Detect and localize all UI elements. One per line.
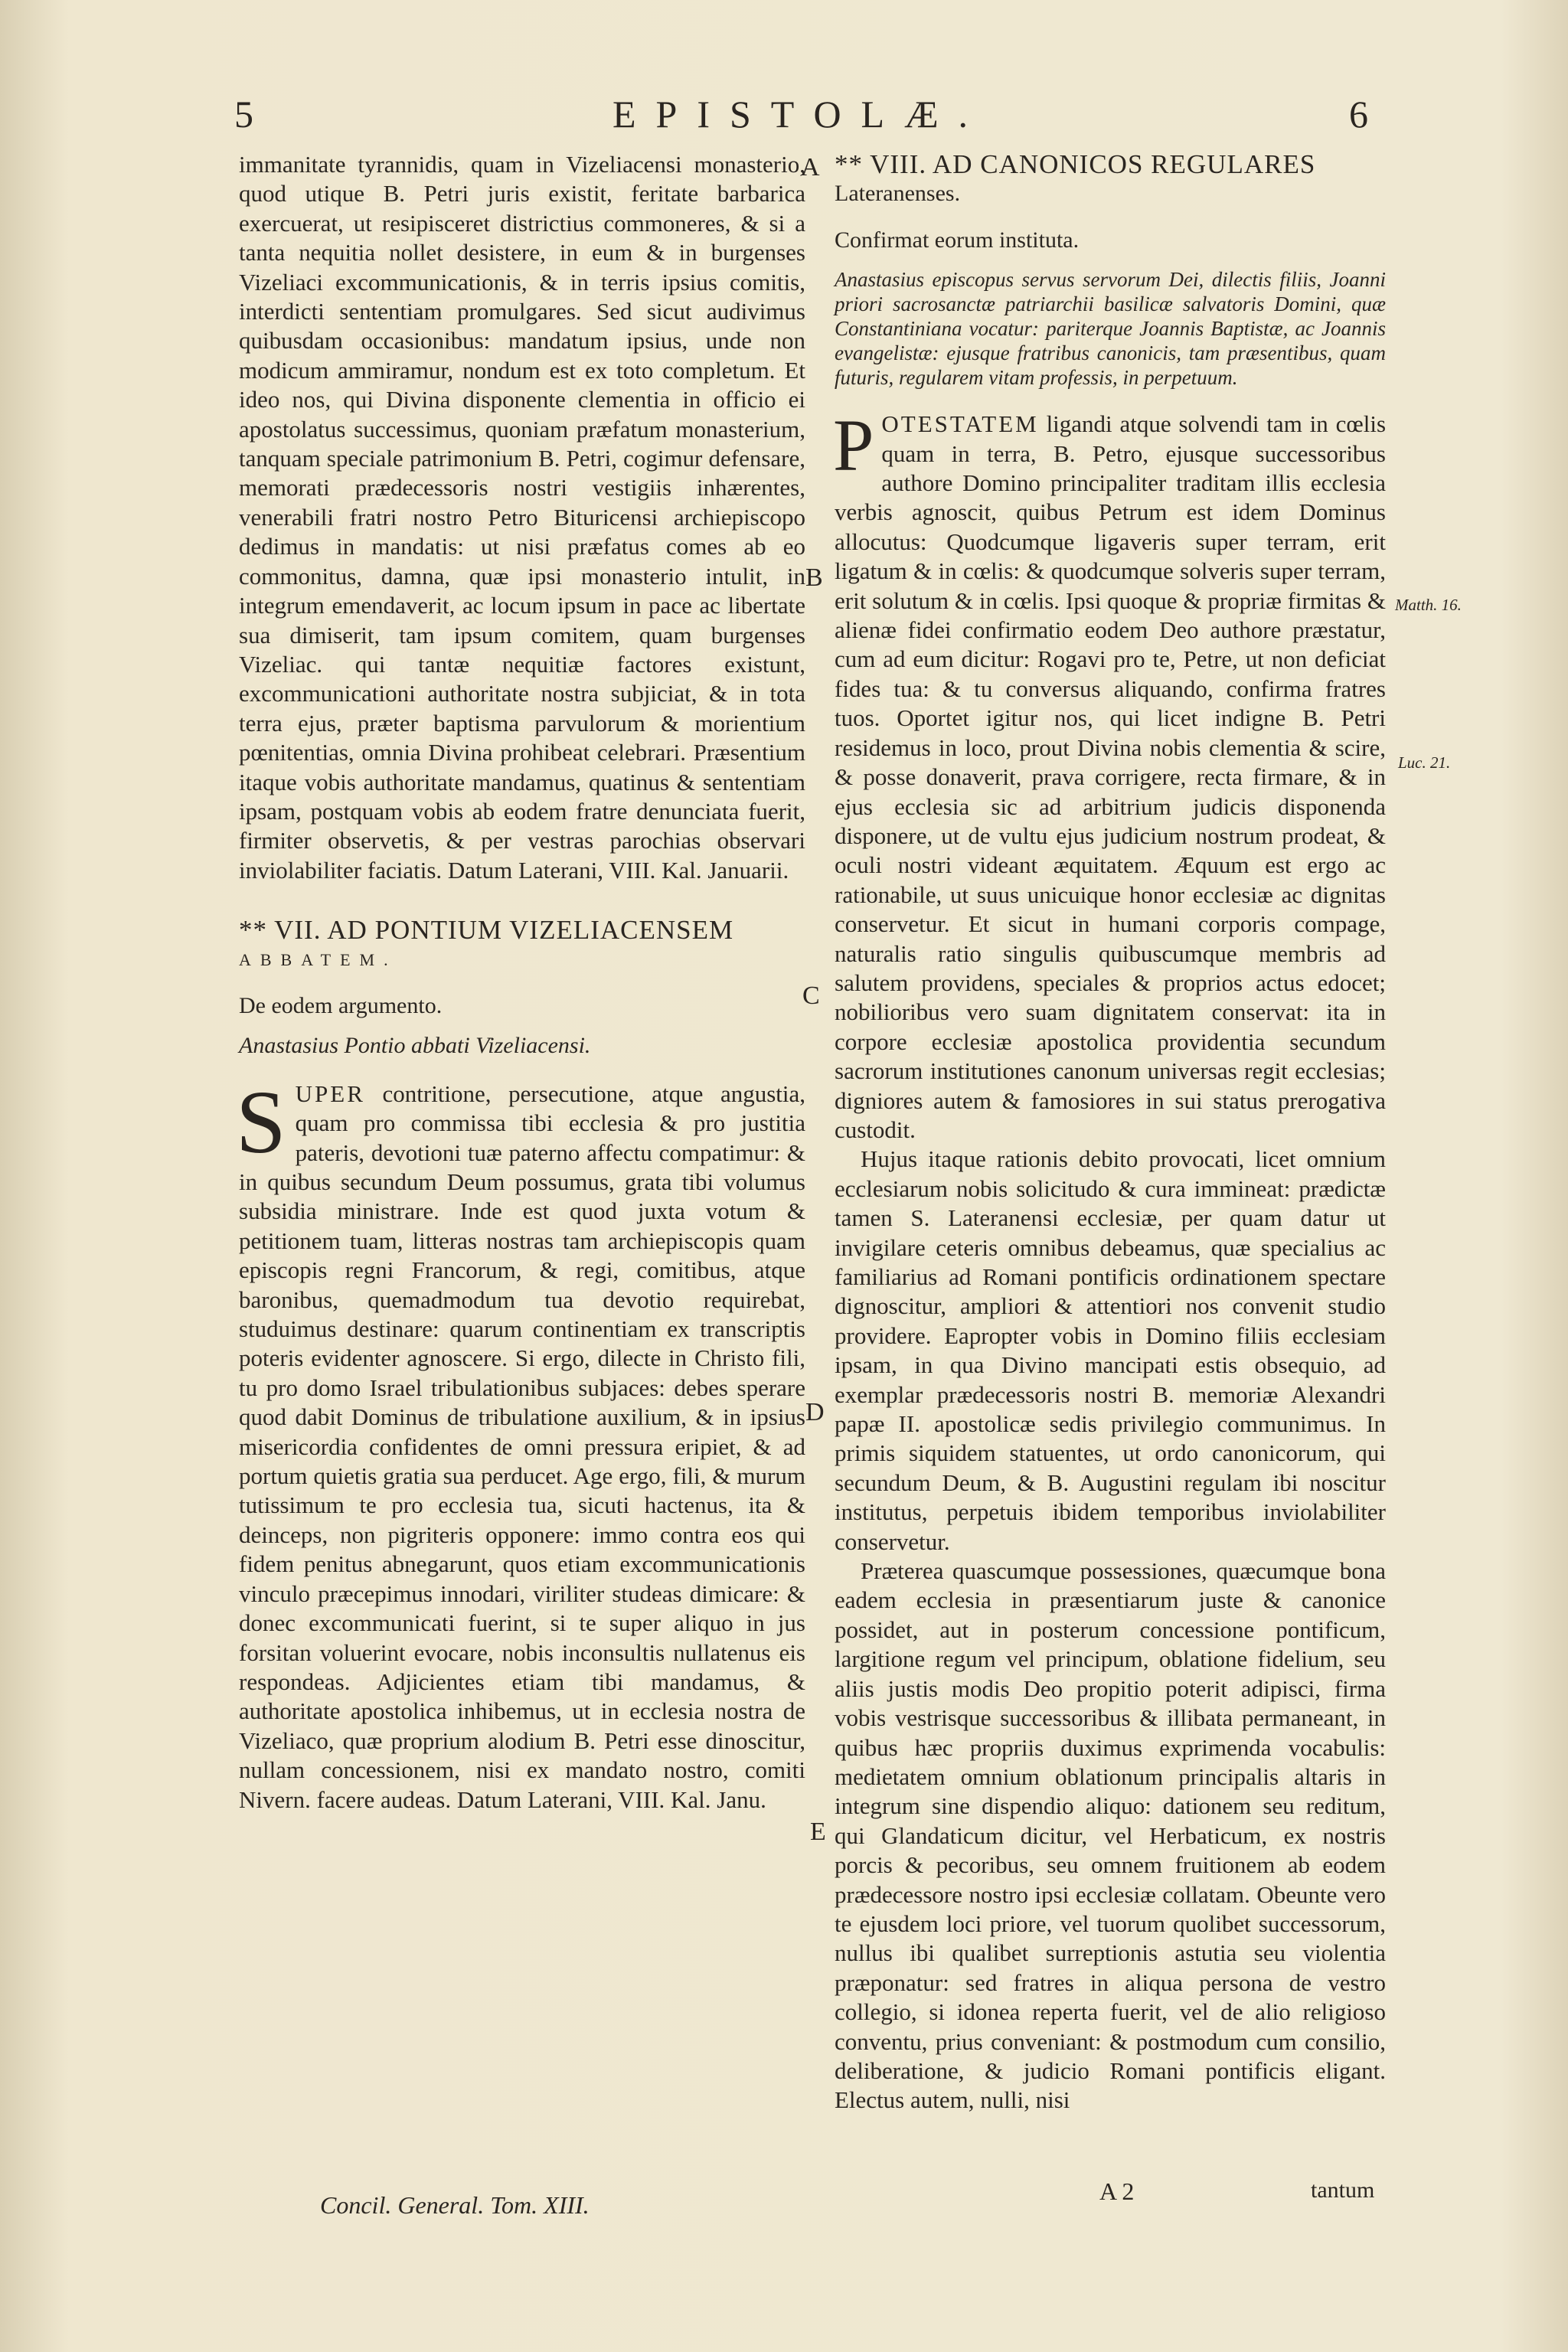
letter-viii-address: Anastasius episcopus servus servorum Dei, dilectis filiis, Joanni priori sacrosanctæ patriarchii basilicæ salvatoris Domini, quæ Constantiniana vocatur: pariterque Joannis Baptistæ, ac Joannis evangelistæ: ejusque fratribus canonicis, tam præsentibus, quam futuris, regularem vitam professis, in perpetuum. xyxy=(835,268,1386,390)
right-paragraph-1-text: ligandi atque solvendi tam in cœlis quam in terra, B. Petro, ejusque successoribus authore Domino principaliter traditam illis ecclesia verbis agnoscit, quibus Petrum est idem Dominus allocutus: Quodcumque ligaveris super terram, erit ligatum & in cœlis: & quodcumque solveris super terram, erit solutum & in cœlis. Ipsi quoque & propriæ firmitas & alienæ fidei confirmatio eodem Deo authore præstatur, cum ad eum dicitur: Rogavi pro te, Petre, ut non deficiat fides tua: & tu conversus aliquando, confirma fratres tuos. Oportet igitur nos, qui licet indigne B. Petri residemus in loco, prout Divina nobis clementia & scire, & posse donaverit, prava corrigere, recta firmare, & in ejus ecclesia sic ad arbitrium judicis disponenda disponere, ut de vultu ejus judicium nostrum prodeat, & oculi nostri videant æquitatem. Æquum est ergo ac rationabile, ut suus unicuique honor ecclesiæ ac dignitas conservetur. Et sicut in humani corporis compage, naturalis ratio singulis quibuscumque membris ad salutem providens, speciales & proprios actus edocet; nobilioribus vero suam dignitatem conservat: ita in corpore ecclesiæ apostolica providentia secundum sacrorum institutiones canonum universas regit ecclesias; digniores autem & famosiores in sui status prerogativa custodit. xyxy=(835,410,1387,1143)
section-marker-e: E xyxy=(810,1818,826,1846)
letter-viii-heading: ** VIII. AD CANONICOS REGULARES xyxy=(835,149,1316,179)
dropcap-s: S xyxy=(236,1071,286,1172)
right-column xyxy=(835,150,1386,2115)
section-marker-d: D xyxy=(805,1398,825,1426)
dropcap-p: P xyxy=(833,404,874,487)
section-marker-b: B xyxy=(805,564,823,592)
margin-note-matthew: Matth. 16. xyxy=(1395,596,1462,614)
section-marker-c: C xyxy=(802,982,820,1010)
footer-signature-mark: A 2 xyxy=(1099,2177,1135,2205)
section-marker-a: A xyxy=(801,153,820,181)
right-page-number: 6 xyxy=(1349,93,1368,136)
left-column xyxy=(236,150,805,1815)
letter-vii-heading-sub: ABBATEM. xyxy=(239,949,397,969)
letter-vii-heading: ** VII. AD PONTIUM VIZELIACENSEM xyxy=(239,915,734,946)
letter-viii-heading-sub: Lateranenses. xyxy=(835,181,961,207)
right-paragraph-1 xyxy=(833,404,1387,1145)
lead-caps-potestatem: OTESTATEM xyxy=(881,410,1039,438)
lead-caps-super: UPER xyxy=(295,1080,365,1107)
left-paragraph-1: immanitate tyrannidis, quam in Vizeliacensi monasterio, quod utique B. Petri juris existit, feritate barbarica exercuerat, ut resipisceret districtius commoneres, & si a tanta nequitia nollet desistere, in eum & in burgenses Vizeliaci excommunicationis, & in terris ipsius comitis, interdicti sententiam promulgares. Sed sicut audivimus quibusdam occasionibus: mandatum ipsius, unde non modicum ammiramur, nondum est ex toto completum. Et ideo nos, qui Divina disponente clementia in officio ei apostolatus successimus, quoniam præfatum monasterium, tanquam speciale patrimonium B. Petri, cogimur defensare, memorati prædecessoris nostri vestigiis inhærentes, venerabili fratri nostro Petro Bituricensi archiepiscopo dedimus in mandatis: ut nisi præfatus comes ab eo commonitus, damna, quæ ipsi monasterio intulit, in integrum emendaverit, ac locum ipsum in pace ac libertate sua dimiserit, tam ipsum comitem, quam burgenses Vizeliac. qui tantæ nequitiæ factores existunt, excommunicationi authoritate nostra subjiciat, & in tota terra ejus, præter baptisma parvulorum & morientium pœnitentias, omnia Divina prohibeat celebrari. Præsentium itaque vobis authoritate mandamus, quatinus & sententiam ipsam, postquam vobis ab eodem fratre denunciata fuerit, firmiter observetis, & per vestras parochias observari inviolabiliter faciatis. Datum Laterani, VIII. Kal. Januarii. xyxy=(239,151,805,884)
right-paragraph-3: Præterea quascumque possessiones, quæcumque bona eadem ecclesia in præsentiarum juste & canonice possidet, aut in posterum concessione pontificum, largitione regum vel principum, oblatione fidelium, seu aliis justis modis Deo propitio poterit adipisci, firma vobis vestrisque successoribus & illibata permaneant, in quibus hæc propriis duximus exprimenda vocabulis: medietatem omnium oblationum principalis altaris in integrum sine dispendio aliquo: dationem seu reditum, qui Glandaticum dicitur, vel Herbaticum, ex nostris porcis & pecoribus, seu omnem fruitionem ab eodem prædecessore nostro ipsi ecclesiæ collatam. Obeunte vero te ejusdem loci priore, vel tuorum quolibet successorum, nullus ibi qualibet surreptionis astutia seu violentia præponatur: sed fratres in aliqua persona de vestro collegio, si idonea reperta fuerit, vel de alio religioso conventu, prius conveniant: & postmodum cum consilio, deliberatione, & judicio Romani pontificis eligant. Electus autem, nulli, nisi xyxy=(835,1557,1386,2114)
left-paragraph-2-text: contritione, persecutione, atque angustia, quam pro commissa tibi ecclesia & pro justitia pateris, devotioni tuæ paterno affectu compatimur: & in quibus secundum Deum possumus, grata tibi volumus subsidia ministrare. Inde est quod juxta votum & petitionem tuam, litteras nostras tam archiepiscopis quam episcopis regni Francorum, & regi, comitibus, atque baronibus, quemadmodum tua devotio requirebat, studuimus destinare: quarum continentiam ex transcriptis poteris evidenter agnoscere. Si ergo, dilecte in Christo fili, tu pro domo Israel tribulationibus subjaces: debes sperare quod dabit Dominus de tribulatione auxilium, & in ipsius misericordia confidentes de omni pressura eripiet, & ad portum quietis gratia sua perducet. Age ergo, fili, & murum tutissimum te pro ecclesia tua, sicuti hactenus, ita & deinceps, non pigriteris opponere: immo contra eos qui fidem penitus abnegarunt, quos etiam excommunicationis vinculo præcepimus innodari, viriliter studeas dimicare: & donec excommunicati fuerint, si te super aliquo in jus forsitan voluerint evocare, nobis inconsultis nullatenus eis respondeas. Adjicientes etiam tibi mandamus, & authoritate apostolica inhibemus, ut in ecclesia nostra de Vizeliaco, quæ proprium alodium B. Petri esse dinoscitur, nullam concessionem, nisi ex mandato nostro, comiti Nivern. facere audeas. Datum Laterani, VIII. Kal. Janu. xyxy=(239,1080,805,1813)
letter-vii-summary: De eodem argumento. xyxy=(239,992,443,1018)
footer-volume-title: Concil. General. Tom. XIII. xyxy=(320,2191,590,2219)
letter-viii-summary: Confirmat eorum instituta. xyxy=(835,227,1080,253)
margin-note-luke: Luc. 21. xyxy=(1398,753,1451,772)
left-paragraph-2 xyxy=(236,1071,805,1815)
letter-vii-address: Anastasius Pontio abbati Vizeliacensi. xyxy=(239,1033,591,1059)
left-page-number: 5 xyxy=(234,93,253,136)
right-paragraph-2: Hujus itaque rationis debito provocati, licet omnium ecclesiarum nobis solicitudo & cura immineat: prædictæ tamen S. Lateranensi ecclesiæ, per quam datur ut invigilare ceteris omnibus debeamus, quæ specialius ac familiarius ad Romani pontificis ordinationem spectare dignoscitur, ampliori & attentiori nos convenit studio providere. Eapropter vobis in Domino filiis ecclesiam ipsam, in qua Divino mancipati estis obsequio, ad exemplar prædecessoris nostri B. memoriæ Alexandri papæ II. apostolicæ sedis privilegio communimus. In primis siquidem statuentes, ut ordo canonicorum, qui secundum Deum, & B. Augustini regulam ibi noscitur institutus, perpetuis ibidem temporibus inviolabiliter conservetur. xyxy=(835,1145,1386,1555)
footer-catchword: tantum xyxy=(1311,2177,1375,2203)
running-title: EPISTOLÆ. xyxy=(612,93,988,136)
